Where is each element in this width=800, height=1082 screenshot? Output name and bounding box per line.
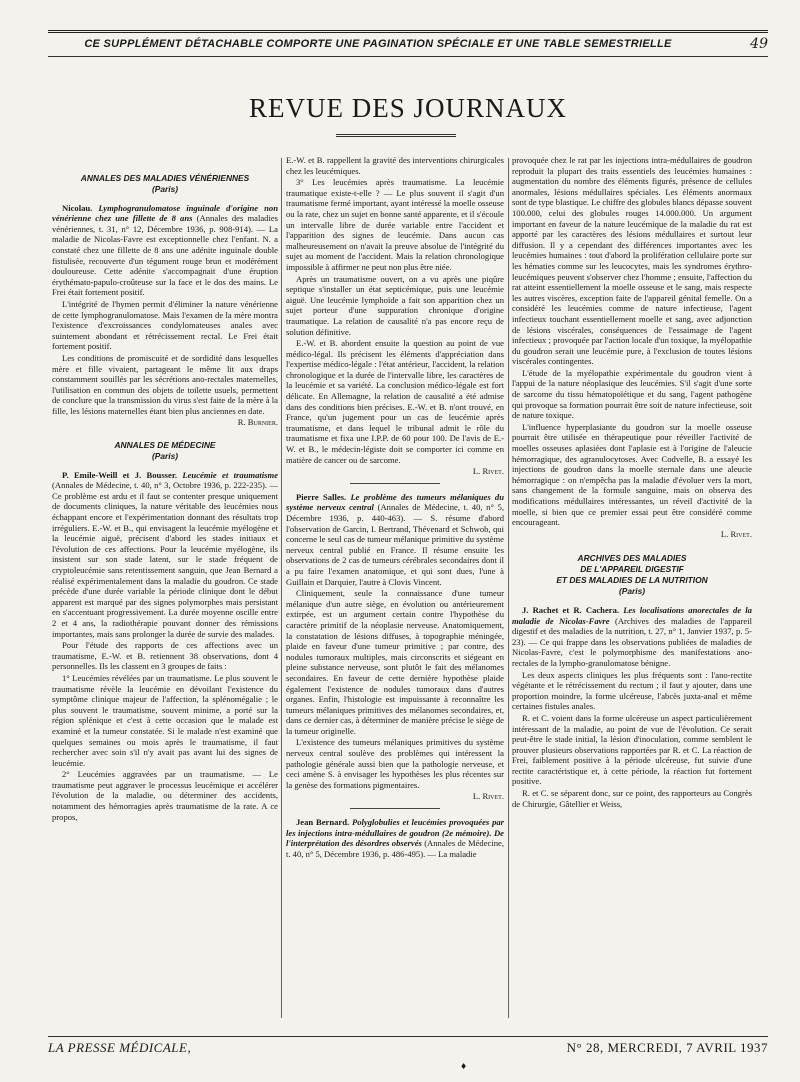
article-author: Nicolau. bbox=[62, 202, 93, 213]
article-text bbox=[286, 492, 504, 587]
journal-heading: ANNALES DES MALADIES VÉNÉRIENNES bbox=[80, 173, 250, 183]
article-title: Les localisations anorectales de la maladie de Nicolas-Favre bbox=[512, 604, 752, 626]
journal-heading: ARCHIVES DES MALADIES bbox=[577, 553, 687, 564]
article-paragraph: provoquée chez le rat par les injections intra-médullaires de goudron reproduit la plupart des traits essentiels des leucémies humaines : augmentation du nombre des éléments figurés, présence de cellules anormales, lésions médullaires spéciales. Les éléments anormaux sont de type blastique. Le chiffre des globules blancs dépasse souvent 100.000, celui des globules rouges 14.000.000. Un argument important en faveur de la nature leucémique de la maladie du rat est apporté par les caractères des lésions médullaires et surtout leur diffusion. Il y a cependant des différences importantes avec les leucémies humaines : tout d'abord la prolifération cellulaire porte sur les hématies comme sur les leucocytes, mais les syndromes érythro-leucémiques peuvent s'observer chez l'homme ; ensuite, l'affection du rat atteint essentiellement la moelle osseuse et le sang, mais respecte les autres viscères, exception faite de l'appareil génital femelle. On a considéré les leucémies comme de nature infectieuse, l'agent infectieux touchant essentiellement moelle et sang, avec adjonction de lésions viscérales, conséquences de l'essaimage de l'agent infectieux ; provoquée par l'action locale d'un toxique, la myélopathie du goudron serait une leucémie pure, à l'exclusion de toutes lésions viscérales contingentes. bbox=[512, 155, 752, 367]
journal-heading: ANNALES DE MÉDECINE bbox=[114, 440, 216, 451]
article-paragraph: Les conditions de promiscuité et de sordidité dans lesquelles mère et fille vivaient, partageant le même lit aux draps constamment souillés par les sécrétions ano-rectales maternelles, l'utilisation en commun des objets de toilette usuels, permettent de conclure que la transmission du virus s'est faite de la mère à la fille, les lésions maternelles étant bien plus anciennes en date. bbox=[52, 352, 278, 416]
article-paragraph: L'intégrité de l'hymen permit d'éliminer la nature vénérienne de cette lymphogranulomatose. Mais l'examen de la mère montra l'existence d'excroissances condylomateuses anales avec suintement abondant et rétrécissement rectal. Le Frei était fortement positif. bbox=[52, 298, 278, 352]
article-title: Leucémie et traumatisme bbox=[182, 469, 278, 480]
column-divider bbox=[281, 158, 282, 1018]
masthead-ornament bbox=[336, 134, 456, 137]
article-body: (Archives des maladies de l'appareil digestif et des maladies de la nutrition, t. 27, n° 1, Janvier 1937, p. 5-23). — Ce qui frappe dans les observations publiées de maladies de Nicolas-Favre, c'est le polymorphisme des manifestations ano-rectales de la lympho-granulomatose bénigne. bbox=[512, 615, 752, 668]
publication-name: LA PRESSE MÉDICALE, bbox=[48, 1040, 192, 1055]
column-2 bbox=[286, 155, 504, 1025]
supplement-banner: CE SUPPLÉMENT DÉTACHABLE COMPORTE UNE PAGINATION SPÉCIALE ET UNE TABLE SEMESTRIELLE bbox=[84, 38, 672, 50]
reviewer-signature: L. Rivet. bbox=[472, 791, 504, 802]
article-paragraph: E.-W. et B. rappellent la gravité des interventions chirurgicales chez les leucémiques. bbox=[286, 155, 504, 176]
column-divider bbox=[508, 158, 509, 1018]
header-rule-top bbox=[48, 30, 768, 33]
article-author: P. Emile-Weill et J. Bousser. bbox=[62, 469, 178, 480]
journal-heading: DE L'APPAREIL DIGESTIF bbox=[580, 564, 684, 575]
article-paragraph: 1° Leucémies révélées par un traumatisme. Le plus souvent le traumatisme révèle la leucémie en dévoilant l'existence du symptôme clinique majeur de l'affection, la splénomégalie ; le plus souvent le traumatisme, souvent minime, a porté sur la région splénique et c'est à cette occasion que le malade est examiné et la tumeur constatée. Si le malade n'est examiné que quelques semaines ou mois après le traumatisme, il faut rechercher avec soin s'il n'y avait pas avant lui des signes de leucémie. bbox=[52, 672, 278, 768]
journal-heading: ET DES MALADIES DE LA NUTRITION bbox=[556, 575, 708, 586]
journal-city: (Paris) bbox=[151, 184, 179, 194]
footer-ornament: ♦ bbox=[460, 1062, 468, 1071]
article-paragraph: Cliniquement, seule la connaissance d'une tumeur mélanique d'un autre siège, en évolution ou antérieurement extirpée, est un argument certain contre l'hypothèse du caractère primitif de la néoplasie nerveuse. Anatomiquement, la constatation de lésions diffuses, à topographie méningée, plaide en faveur d'une tumeur primitive ; par contre, des nodules tumoraux multiples, mais circonscrits et siégeant en pleine substance nerveuse, sont plutôt le fait des mélanomes secondaires. En faveur de cette dernière hypothèse plaide également l'existence de nodules tumoraux dans d'autres organes. Enfin, l'histologie est impuissante à reconnaître les tumeurs mélaniques primitives des mélanomes secondaires, et, dans ce dernier cas, à déterminer de manière précise le siège de la tumeur originelle. bbox=[286, 588, 504, 736]
section-masthead: REVUE DES JOURNAUX bbox=[248, 93, 567, 123]
article-separator bbox=[350, 483, 440, 484]
article-paragraph: L'étude de la myélopathie expérimentale du goudron vient à l'appui de la nature néoplasique des leucémies. S'il s'agit d'une sorte de sarcome du tissu hématopoïétique et du sang, l'agent pathogène qui provoque sa formation pourrait être soit de nature infectieuse, soit de nature toxique. bbox=[512, 367, 752, 421]
footer-rule bbox=[48, 1036, 768, 1037]
article-body: (Annales de Médecine, t. 40, n° 5, Décembre 1936, p. 486-495). — La maladie bbox=[286, 838, 504, 859]
article-text bbox=[52, 470, 278, 640]
journal-city: (Paris) bbox=[151, 451, 179, 462]
article-title: Lymphogranulomatose inguinale d'origine non vénérienne chez une fillette de 8 ans bbox=[52, 202, 278, 224]
page-number: 49 bbox=[750, 36, 768, 52]
article-separator bbox=[350, 808, 440, 809]
article-paragraph: R. et C. voient dans la forme ulcéreuse un aspect particulièrement intéressant de la maladie, au point de vue de l'évolution. Ce serait peut-être le stade initial, la lésion d'inoculation, comme semblent le prouver plusieurs observations rapportées par R. et C. La réaction de Frei, faiblement positive à la période ulcéreuse, fut suivie d'une rectite caractéristique et, à cette période, la réaction fut fortement positive. bbox=[512, 712, 752, 787]
article-text bbox=[286, 817, 504, 859]
article-paragraph: R. et C. se séparent donc, sur ce point, des rapporteurs au Congrès de Chirurgie, Gâtellier et Weiss, bbox=[512, 788, 752, 809]
reviewer-signature: R. Burnier. bbox=[237, 417, 278, 428]
reviewer-signature: L. Rivet. bbox=[472, 466, 504, 477]
article-paragraph: L'influence hyperplasiante du goudron sur la moelle osseuse pourrait être utilisée en thérapeutique pour réveiller l'activité de moelles osseuses aplasiées dont l'aplasie est à l'origine de l'aleucie hémorragique, des agranulocytoses. Avec Codvelle, B. a essayé les injections de goudron dans la moelle sternale dans une aleucie hémorragique : on n'empêcha pas la maladie d'évoluer vers la mort, sans changement de la formule sanguine, mais on observa des modifications médullaires intéressantes, un réveil d'activité de la moelle, si bien que ce premier essai peut être considéré comme encourageant. bbox=[512, 421, 752, 528]
article-text bbox=[52, 203, 278, 298]
header-rule-bottom bbox=[48, 56, 768, 57]
article-paragraph: Pour l'étude des rapports de ces affections avec un traumatisme, E.-W. et B. retiennent 38 observations, dont 4 personnelles. Ils les classent en 3 groupes de faits : bbox=[52, 640, 278, 672]
article-title: Le problème des tumeurs mélaniques du système nerveux central bbox=[286, 491, 504, 513]
article-body: (Annales de Médecine, t. 40, n° 3, Octobre 1936, p. 222-235). — Ce problème est ardu et il faut se contenter presque uniquement de documents cliniques, la nature véritable des leucémies nous échappant encore et l'expérimentation donnant des résultats trop irréguliers. E.-W. et B., qui envisagent la leucémie myélogène et la leucémie aiguë, précisent d'abord les stades initiaux et l'évolution de ces affections. Pour la leucémie myélogène, ils insistent sur son stade latent, sur le stade fréquent de cryptoleucémie sans retentissement sanguin, que Jean Bernard a réalisé expérimentalement dans la maladie du goudron. Ce stade précède d'une durée variable la période clinique dont le début apparent est marqué par des signes polymorphes mais persistant en s'accentuant progressivement. La durée moyenne oscille entre 2 et 4 ans, la radiothérapie pouvant donner des rémissions importantes, mais sans prolonger la durée de survie des malades. bbox=[52, 480, 278, 639]
column-3 bbox=[512, 155, 752, 1025]
article-author: Pierre Salles. bbox=[296, 491, 347, 502]
article-paragraph: Après un traumatisme ouvert, on a vu après une piqûre septique s'installer un état septicémique, puis une leucémie aiguë. Une leucémie lymphoïde a fait son apparition chez un sujet porteur d'une suppuration chronique d'origine traumatique. La relation de causalité n'a pas encore reçu de solution définitive. bbox=[286, 273, 504, 337]
article-paragraph: 3° Les leucémies après traumatisme. La leucémie traumatique existe-t-elle ? — Le plus souvent il s'agit d'un traumatisme fermé important, ayant intéressé la moelle osseuse ou la rate, chez un sujet en bonne santé apparente, et il s'écoule un intervalle libre de durée variable entre l'accident et l'apparition des signes de leucémie. Dans aucun cas malheureusement on n'avait la preuve absolue de l'intégrité du sujet au moment de l'accident. Mais la relation chronologique impossible à affirmer ne peut non plus être niée. bbox=[286, 177, 504, 272]
article-body: (Annales des maladies vénériennes, t. 31, n° 12, Décembre 1936, p. 908-914). — La maladie de Nicolas-Favre est exceptionnelle chez l'enfant. N. a constaté chez une fillette de 8 ans une adénite inguinale double fistulisée, recouverte d'un tégument rouge brun et modérément douloureuse. Cette adénite s'accompagnait d'une éruption érythémato-papulo-croûteuse sur la face et le dos des mains. Le Frei était fortement positif. bbox=[52, 213, 278, 298]
reviewer-signature: L. Rivet. bbox=[720, 528, 752, 539]
article-author: J. Rachet et R. Cachera. bbox=[522, 604, 620, 615]
article-title: Polyglobulies et leucémies provoquées par les injections intra-médullaires de goudron (2e mémoire). De l'interprétation des désordres observés bbox=[286, 817, 504, 849]
article-body: (Annales de Médecine, t. 40, n° 5, Décembre 1936, p. 440-463). — S. résume d'abord l'observation de Garcin, I. Bertrand, Thévenard et Schwob, qui concerne le seul cas de tumeur mélanique primitive du système nerveux central publié en France. Il résume ensuite les observations de 2 cas de tumeurs cérébrales secondaires dont il a pu faire l'examen anatomique, et qui sont dues, l'une à Guillain et Darquier, l'autre à Clovis Vincent. bbox=[286, 502, 504, 587]
column-1 bbox=[52, 155, 278, 1025]
article-paragraph: E.-W. et B. abordent ensuite la question au point de vue médico-légal. Ils précisent les éléments d'appréciation dans l'expertise médico-légale : l'état antérieur, l'accident, la relation chronologique et la durée de l'intervalle libre, les caractères de la leucémie et sa variété. La conclusion médico-légale est fort délicate. En Allemagne, la relation de causalité a été admise dans des conditions bien précises. E.-W. et B. n'ont trouvé, en France, qu'un jugement pour un cas de leucémie après traumatisme, et dans lequel le tribunal admit le rôle du traumatisme et fixa une I.P.P. de 60 pour 100. De l'avis de E.-W. et B., le médecin-légiste doit se comporter ici comme en matière de cancer ou de sarcome. bbox=[286, 338, 504, 465]
article-paragraph: 2° Leucémies aggravées par un traumatisme. — Le traumatisme peut aggraver le processus leucémique et accélérer l'évolution de la maladie, ou déterminer des accidents, notamment des hémorragies après traumatisme de la rate. A ce propos, bbox=[52, 769, 278, 822]
issue-date: N° 28, MERCREDI, 7 AVRIL 1937 bbox=[566, 1040, 768, 1055]
article-paragraph: L'existence des tumeurs mélaniques primitives du système nerveux central soulève des problèmes qui intéressent la pathologie générale aussi bien que la pathologie nerveuse, et ceci amène S. à envisager les hypothèses les plus récentes sur la genèse des formations pigmentaires. bbox=[286, 737, 504, 790]
article-paragraph: Les deux aspects cliniques les plus fréquents sont : l'ano-rectite végétante et le rétrécissement du rectum ; il faut y ajouter, dans une proportion moindre, la forme ulcéreuse, l'abcès juxta-anal et même certaines fistules anales. bbox=[512, 669, 752, 712]
journal-city: (Paris) bbox=[618, 586, 646, 597]
article-text bbox=[512, 605, 752, 669]
article-author: Jean Bernard. bbox=[296, 817, 350, 828]
